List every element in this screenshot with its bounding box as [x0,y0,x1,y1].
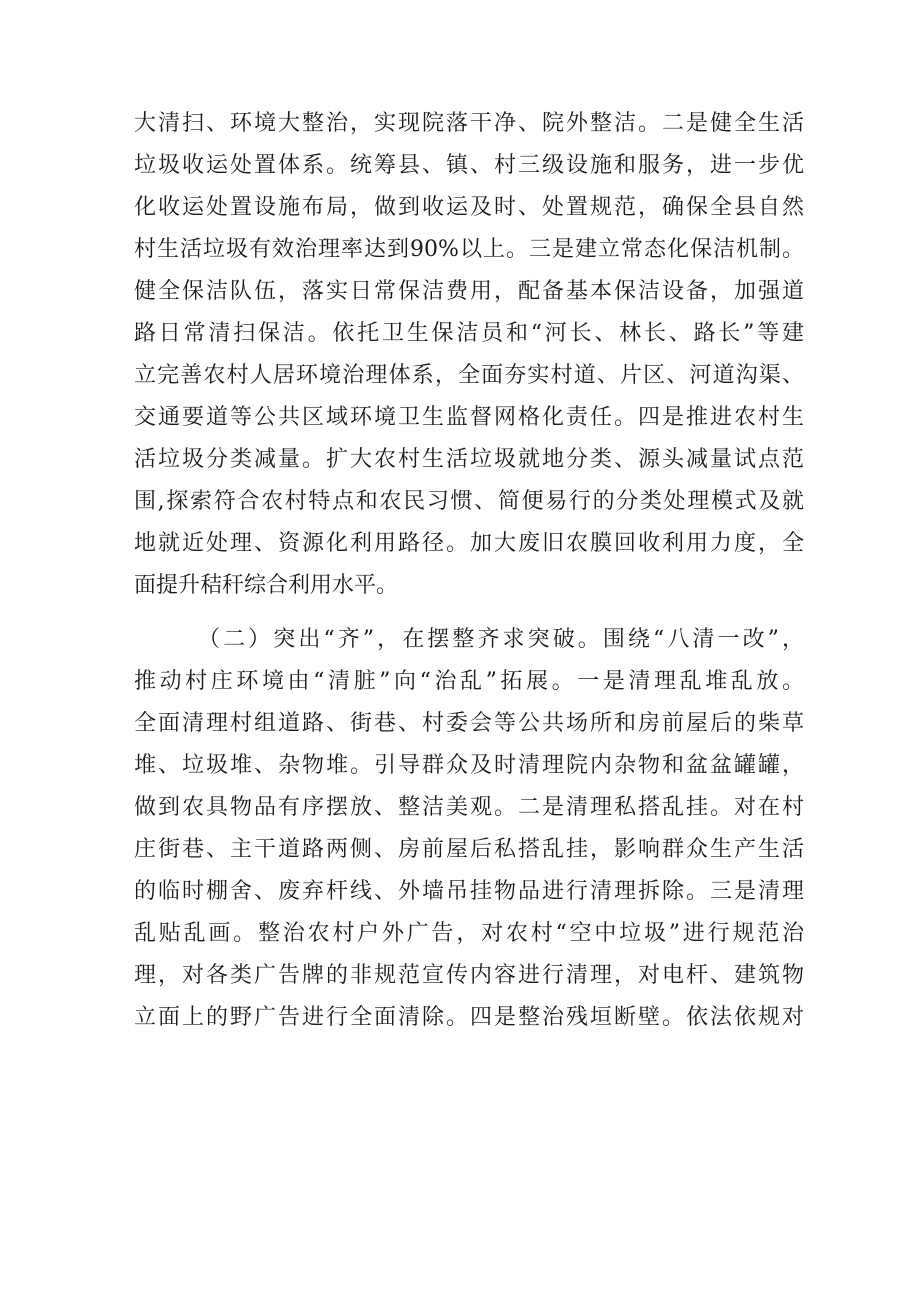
text-line: 活垃圾分类减量。扩大农村生活垃圾就地分类、源头减量试点范 [134,447,804,472]
paragraph-1 [134,103,804,607]
text-line: 的临时棚舍、废弃杆线、外墙吊挂物品进行清理拆除。三是清理 [134,879,804,904]
text-line: 围,探索符合农村特点和农民习惯、简便易行的分类处理模式及就 [134,489,804,514]
text-line: 交通要道等公共区域环境卫生监督网格化责任。四是推进农村生 [134,405,804,430]
document-body [134,103,804,1039]
text-line: 做到农具物品有序摆放、整洁美观。二是清理私搭乱挂。对在村 [134,795,804,820]
text-line: 推动村庄环境由“清脏”向“治乱”拓展。一是清理乱堆乱放。 [134,669,804,694]
text-line: 村生活垃圾有效治理率达到90%以上。三是建立常态化保洁机制。 [134,237,804,262]
text-line: 大清扫、环境大整治，实现院落干净、院外整洁。二是健全生活 [134,111,804,136]
text-line: 乱贴乱画。整治农村户外广告，对农村“空中垃圾”进行规范治 [134,921,804,946]
paragraph-2 [134,619,804,1039]
text-line: 垃圾收运处置体系。统筹县、镇、村三级设施和服务，进一步优 [134,153,804,178]
text-line: 立完善农村人居环境治理体系，全面夯实村道、片区、河道沟渠、 [134,363,804,388]
text-line: 路日常清扫保洁。依托卫生保洁员和“河长、林长、路长”等建 [134,321,804,346]
text-line: 化收运处置设施布局，做到收运及时、处置规范，确保全县自然 [134,195,804,220]
text-line: 面提升秸秆综合利用水平。 [134,573,399,598]
paragraph-gap [134,607,804,619]
text-line: 堆、垃圾堆、杂物堆。引导群众及时清理院内杂物和盆盆罐罐， [134,753,804,778]
text-line: 健全保洁队伍，落实日常保洁费用，配备基本保洁设备，加强道 [134,279,804,304]
text-line: （二）突出“齐”，在摆整齐求突破。围绕“八清一改”， [198,627,804,652]
text-line: 理，对各类广告牌的非规范宣传内容进行清理，对电杆、建筑物 [134,963,804,988]
text-line: 全面清理村组道路、街巷、村委会等公共场所和房前屋后的柴草 [134,711,804,736]
text-line: 地就近处理、资源化利用路径。加大废旧农膜回收利用力度，全 [134,531,804,556]
text-line: 立面上的野广告进行全面清除。四是整治残垣断壁。依法依规对 [134,1005,804,1030]
text-line: 庄街巷、主干道路两侧、房前屋后私搭乱挂，影响群众生产生活 [134,837,804,862]
